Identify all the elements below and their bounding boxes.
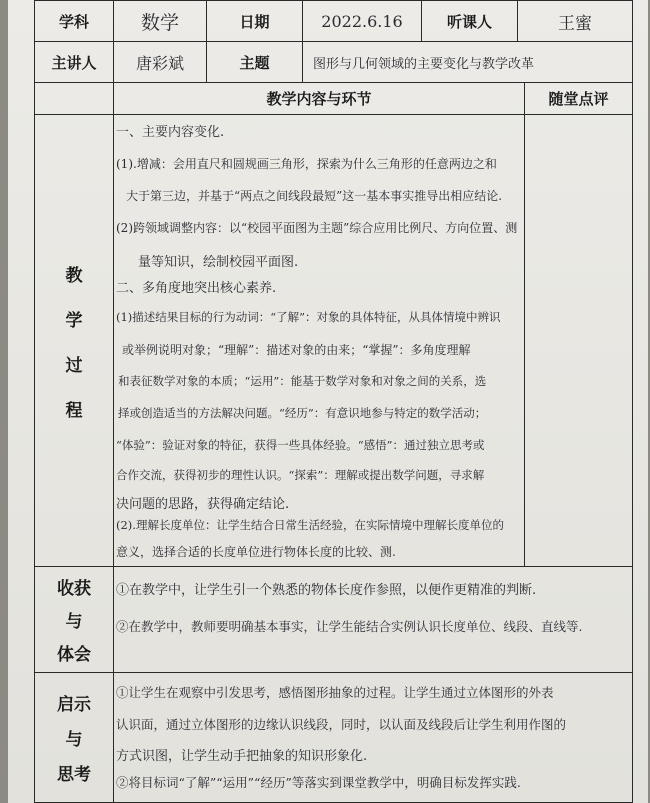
gains-row-label [34, 566, 114, 673]
date-label: 日期 [206, 0, 303, 42]
gains-label-part: 体会 [57, 645, 91, 665]
gains-label-part: 与 [65, 612, 83, 632]
content-line: 或举例说明对象；“理解”：描述对象的由来；“掌握”：多角度理解 [122, 343, 471, 357]
comment-column-header: 随堂点评 [524, 82, 633, 115]
content-line: (2)跨领域调整内容：以“校园平面图为主题”综合应用比例尺、方向位置、测 [116, 221, 518, 235]
process-label-char: 学 [65, 310, 83, 331]
content-line: 量等知识，绘制校园平面图. [138, 255, 299, 270]
subject-value: 数学 [113, 0, 207, 42]
reflect-content-cell [113, 672, 633, 803]
content-line: ②将目标词“了解”“运用”“经历”等落实到课堂教学中，明确目标发挥实践. [116, 775, 521, 790]
content-line: “体验”：验证对象的特征，获得一些具体经验。“感悟”：通过独立思考或 [116, 438, 485, 452]
reflect-label-part: 与 [65, 730, 83, 750]
content-line: 二、多角度地突出核心素养. [116, 281, 277, 296]
content-line: (1).增减：会用直尺和圆规画三角形，探索为什么三角形的任意两边之和 [116, 157, 497, 171]
content-line: 决问题的思路，获得确定结论. [116, 497, 290, 512]
content-line: 一、主要内容变化. [116, 125, 225, 140]
content-line: 择或创造适当的方法解决问题。“经历”：有意识地参与特定的数学活动； [118, 406, 487, 420]
gains-content-cell [113, 566, 633, 673]
listener-value: 王蜜 [517, 0, 633, 42]
lecturer-value: 唐彩斌 [113, 41, 207, 83]
content-line: 方式识图，让学生动手把抽象的知识形象化. [116, 749, 368, 764]
content-line: 合作交流，获得初步的理性认识。“探索”：理解或提出数学问题，寻求解 [116, 468, 485, 482]
content-line: (1)描述结果目标的行为动词：“了解”：对象的具体特征，从具体情境中辨识 [116, 310, 501, 324]
content-line: 意义，选择合适的长度单位进行物体长度的比较、测. [116, 545, 396, 559]
topic-value: 图形与几何领域的主要变化与教学改革 [302, 41, 633, 83]
listener-label: 听课人 [421, 0, 518, 42]
content-line: 和表征数学对象的本质；“运用”：能基于数学对象和对象之间的关系，选 [118, 374, 487, 388]
content-line: ②在教学中，教师要明确基本事实，让学生能结合实例认识长度单位、线段、直线等. [116, 619, 583, 634]
content-line: ①让学生在观察中引发思考，感悟图形抽象的过程。让学生通过立体图形的外表 [116, 685, 554, 700]
reflect-label-part: 思考 [57, 765, 91, 785]
process-comment-cell [524, 114, 633, 567]
content-line: 大于第三边，并基于“两点之间线段最短”这一基本事实推导出相应结论. [126, 189, 503, 203]
process-row-label [34, 114, 114, 567]
topic-label: 主题 [206, 41, 303, 83]
content-line: (2).理解长度单位：让学生结合日常生活经验，在实际情境中理解长度单位的 [116, 518, 504, 532]
reflect-row-label [34, 672, 114, 803]
process-label-char: 程 [65, 400, 83, 421]
process-label-char: 过 [65, 355, 83, 376]
header-blank-cell [34, 82, 114, 115]
gains-label-part: 收获 [57, 579, 91, 599]
content-line: ①在教学中，让学生引一个熟悉的物体长度作参照，以便作更精准的判断. [116, 583, 537, 598]
process-content-cell [113, 114, 525, 567]
content-column-header: 教学内容与环节 [113, 82, 525, 115]
subject-label: 学科 [34, 0, 114, 42]
lecturer-label: 主讲人 [34, 41, 114, 83]
process-label-char: 教 [65, 265, 83, 286]
date-value: 2022.6.16 [302, 0, 422, 42]
reflect-label-part: 启示 [57, 695, 91, 715]
content-line: 认识面，通过立体图形的边缘认识线段，同时，以认面及线段后让学生利用作图的 [116, 717, 567, 732]
